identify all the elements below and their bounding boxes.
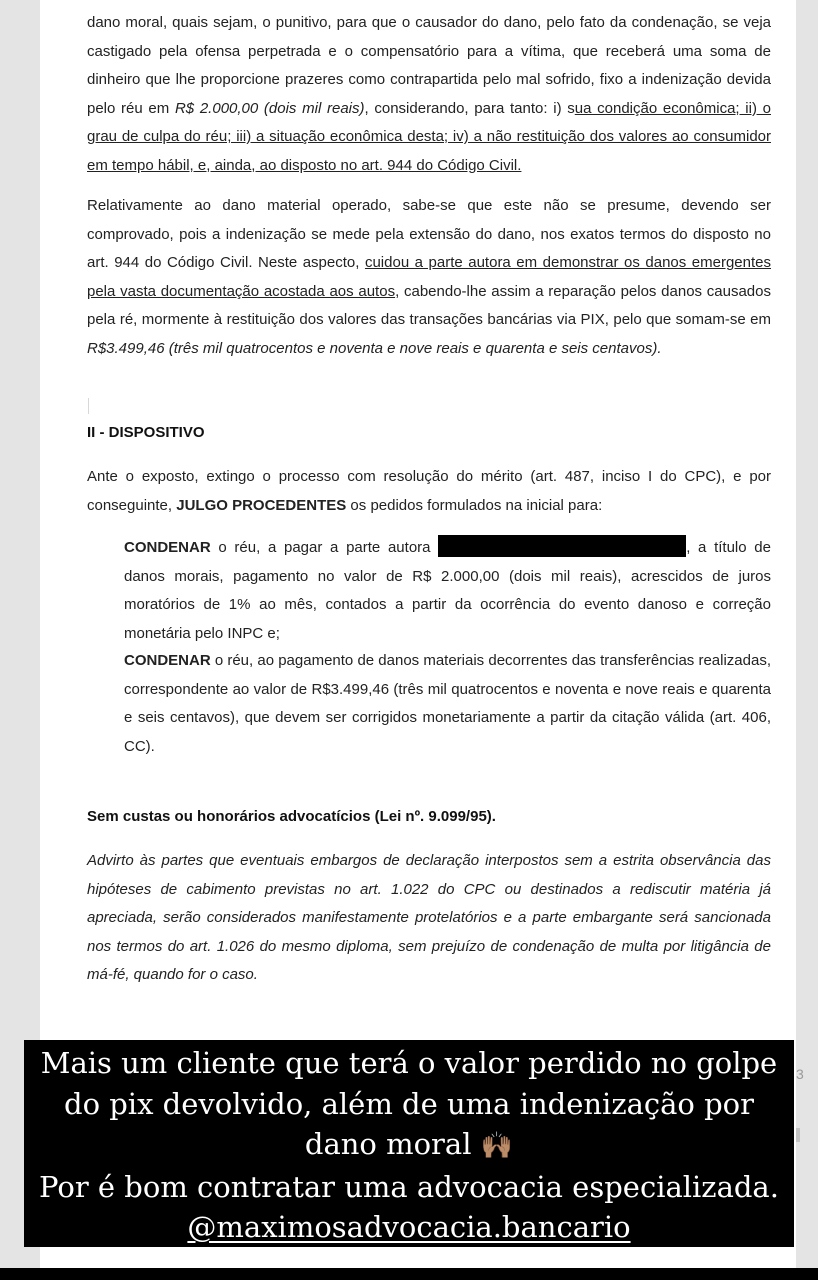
scroll-indicator <box>796 1128 800 1142</box>
caption-text: dano moral <box>304 1127 472 1161</box>
text: os pedidos formulados na inicial para: <box>346 496 603 514</box>
text: o réu, a pagar a parte autora <box>210 539 439 556</box>
caption-line <box>24 1207 794 1248</box>
margin-mark <box>88 398 89 414</box>
text: Ante o exposto, extingo o processo com resolução do mérito (art. 487, inciso I do CPC), e por conseguinte, <box>87 468 771 514</box>
text: , a título de danos morais, pagamento no valor de R$ 2.000,00 (dois mil reais), acrescidos de juros moratórios de 1% ao mês, contados a partir da ocorrência do evento danoso e correção monetária pelo INPC e; <box>124 539 771 642</box>
caption-line: Mais um cliente que terá o valor perdido no golpe <box>40 1046 778 1080</box>
section-heading: II - DISPOSITIVO <box>87 424 205 441</box>
story-caption <box>24 1040 794 1247</box>
redaction-block <box>438 535 686 557</box>
edge-glyph: 3 <box>796 1066 804 1082</box>
text: , considerando, para tanto: i) s <box>364 99 575 117</box>
amount-text: R$3.499,46 (três mil quatrocentos e noventa e nove reais e quarenta e seis centavos). <box>87 339 662 357</box>
costs-note: Sem custas ou honorários advocatícios (Lei nº. 9.099/95). <box>87 808 496 825</box>
warning-paragraph: Advirto às partes que eventuais embargos de declaração interpostos sem a estrita observância das hipóteses de cabimento previstas no art. 1.022 do CPC ou destinados a rediscutir matéria já apreciada, serão considerados manifestamente protelatórios e a parte embargante será sancionada nos termos do art. 1.026 do mesmo diploma, sem prejuízo de condenação de multa por litigância de má-fé, quando for o caso. <box>87 852 771 983</box>
ruling-item-2 <box>124 647 771 761</box>
instagram-handle-link[interactable]: @maximosadvocacia.bancario <box>187 1210 631 1244</box>
bold-text: CONDENAR <box>124 652 211 669</box>
text: dano moral, quais sejam, o punitivo, para que o causador do dano, pelo fato da condenação, se veja castigado pela ofensa perpetrada e o compensatório para a vítima, que receberá uma soma de dinheiro que lhe proporcione prazeres como contrapartida pelo mal sofrido, fixo a indenização devida pelo réu em <box>87 14 771 117</box>
bold-text: CONDENAR <box>124 539 211 556</box>
underlined-text: ua condição econômica; ii) o grau de culpa do réu; iii) a situação econômica desta; iv) a não restituição dos valores ao consumidor em tempo hábil, e, ainda, ao disposto no art. 944 do Código Civil. <box>87 99 771 174</box>
bottom-edge <box>0 1268 818 1280</box>
amount-text: R$ 2.000,00 (dois mil reais) <box>174 99 365 117</box>
ruling-item-1 <box>124 534 771 648</box>
text: Relativamente ao dano material operado, sabe-se que este não se presume, devendo ser comprovado, pois a indenização se mede pela extensão do dano, nos exatos termos do disposto no art. 944 do Código Civil. Neste aspecto, <box>87 197 771 271</box>
caption-line: do pix devolvido, além de uma indenização por <box>64 1086 754 1121</box>
paragraph-moral-damages <box>87 9 771 180</box>
paragraph-material-damages <box>87 192 771 363</box>
caption-line <box>24 1124 794 1167</box>
caption-line: Por é bom contratar uma advocacia especializada. <box>39 1169 779 1204</box>
underlined-text: cuidou a parte autora em demonstrar os danos emergentes pela vasta documentação acostada aos autos <box>87 254 771 300</box>
paragraph-ruling <box>87 463 771 520</box>
text: o réu, ao pagamento de danos materiais decorrentes das transferências realizadas, correspondente ao valor de R$3.499,46 (três mil quatrocentos e noventa e nove reais e quarenta e seis centavos), que devem ser corrigidos monetariamente a partir da citação válida (art. 406, CC). <box>124 652 771 755</box>
text: , cabendo-lhe assim a reparação pelos danos causados pela ré, mormente à restituição dos valores das transações bancárias via PIX, pelo que somam-se em <box>87 282 771 328</box>
bold-text: JULGO PROCEDENTES <box>176 496 347 514</box>
raising-hands-icon: 🙌🏽 <box>480 1131 514 1161</box>
